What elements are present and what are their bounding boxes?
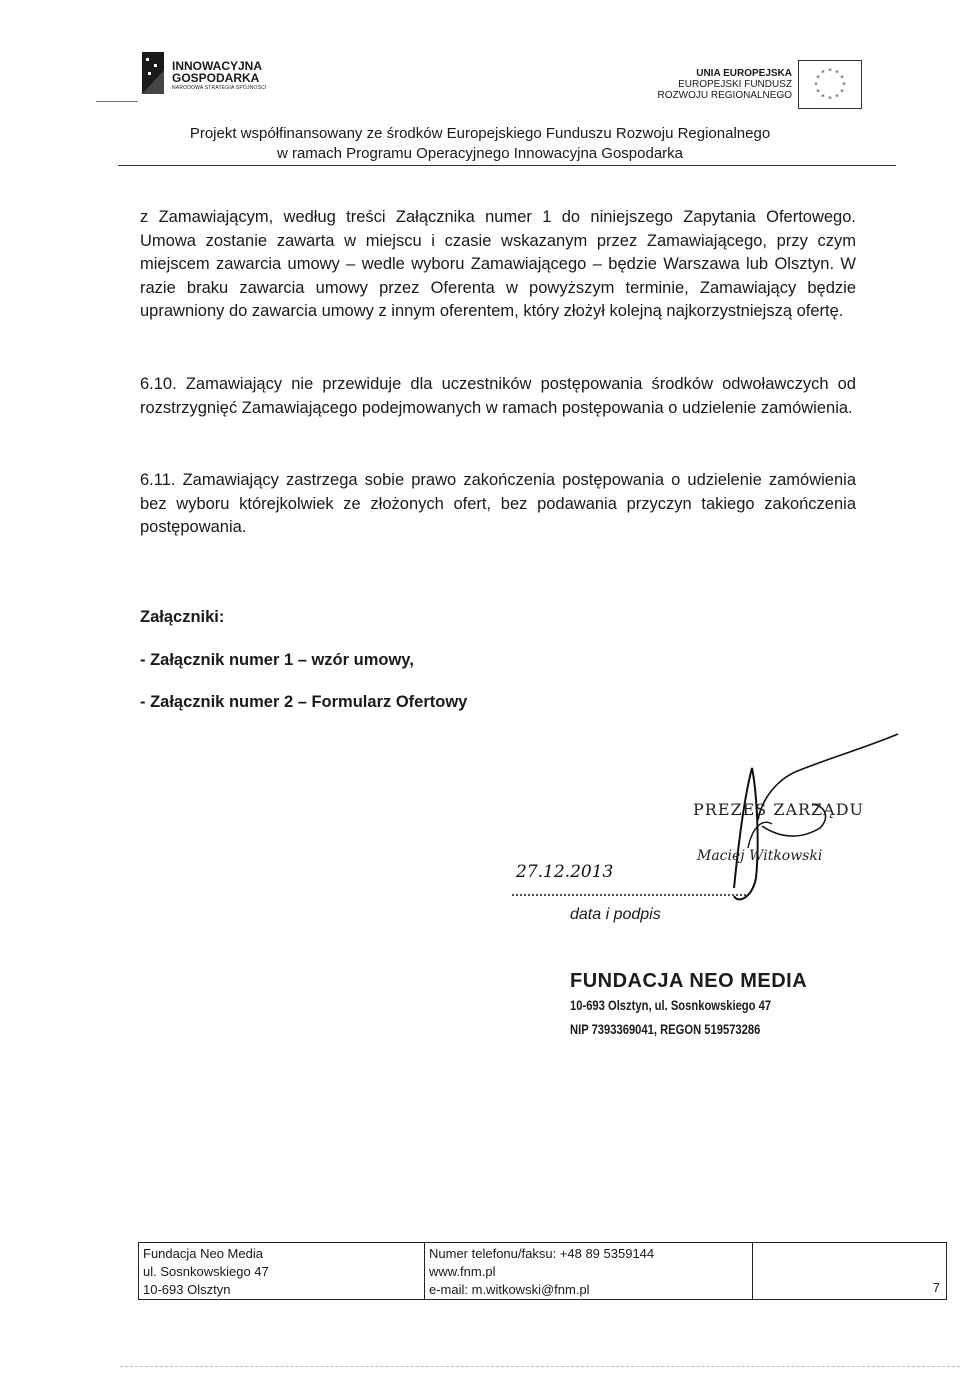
eu-label xyxy=(658,68,792,101)
footer-website: www.fnm.pl xyxy=(429,1264,496,1279)
header-rule-left xyxy=(96,101,138,102)
bottom-rule xyxy=(120,1366,960,1367)
attachment-item-2: - Załącznik numer 2 – Formularz Ofertowy xyxy=(140,693,468,711)
eu-line-2: EUROPEJSKI FUNDUSZ xyxy=(678,79,792,90)
logo-line-3: NARODOWA STRATEGIA SPÓJNOŚCI xyxy=(172,85,267,91)
eu-line-3: ROZWOJU REGIONALNEGO xyxy=(657,90,792,101)
header-rule xyxy=(118,165,896,166)
eu-line-1: UNIA EUROPEJSKA xyxy=(696,68,792,79)
svg-text:*: * xyxy=(835,93,839,101)
svg-text:*: * xyxy=(816,74,820,82)
footer-table xyxy=(138,1242,947,1300)
handwritten-date: 27.12.2013 xyxy=(516,862,614,882)
paragraph-6-11: 6.11. Zamawiający zastrzega sobie prawo zakończenia postępowania o udzielenie zamówienia bez wyboru którejkolwiek ze złożonych ofert, bez podawania przyczyn takiego zakończenia postępowania. xyxy=(140,471,856,537)
attachments-title: Załączniki: xyxy=(140,608,225,626)
svg-text:*: * xyxy=(835,69,839,77)
org-address: 10-693 Olsztyn, ul. Sosnkowskiego 47 xyxy=(570,997,772,1013)
svg-text:*: * xyxy=(828,95,832,103)
svg-text:*: * xyxy=(842,81,846,89)
stamp-name: Maciej Witkowski xyxy=(697,848,823,864)
flag-icon xyxy=(140,50,166,96)
project-line-1: Projekt współfinansowany ze środków Europejskiego Funduszu Rozwoju Regionalnego xyxy=(189,125,771,142)
org-name: FUNDACJA NEO MEDIA xyxy=(570,970,808,992)
svg-text:*: * xyxy=(840,88,844,96)
footer-city: 10-693 Olsztyn xyxy=(143,1282,231,1297)
paragraph-6-10: 6.10. Zamawiający nie przewiduje dla uczestników postępowania środków odwoławczych od rozstrzygnięć Zamawiającego podejmowanych w ramach postępowania o udzielenie zamówienia. xyxy=(140,375,856,417)
logo-line-2: GOSPODARKA xyxy=(172,71,260,85)
footer-contact-cell xyxy=(424,1242,753,1300)
project-line-2: w ramach Programu Operacyjnego Innowacyjna Gospodarka xyxy=(276,145,684,162)
footer-address-cell xyxy=(138,1242,425,1300)
footer-phone: Numer telefonu/faksu: +48 89 5359144 xyxy=(429,1246,655,1261)
svg-text:*: * xyxy=(828,67,832,75)
svg-text:*: * xyxy=(821,93,825,101)
organization-stamp xyxy=(570,970,821,1041)
footer-org: Fundacja Neo Media xyxy=(143,1246,263,1261)
footer-street: ul. Sosnkowskiego 47 xyxy=(143,1264,269,1279)
eu-flag-icon xyxy=(798,60,862,109)
svg-text:*: * xyxy=(816,88,820,96)
handwritten-signature xyxy=(500,728,910,918)
svg-text:*: * xyxy=(840,74,844,82)
footer-email: e-mail: m.witkowski@fnm.pl xyxy=(429,1282,590,1297)
stamp-title: PREZES ZARZĄDU xyxy=(693,800,865,819)
logo-line-1: INNOWACYJNA xyxy=(172,59,263,73)
svg-text:*: * xyxy=(814,81,818,89)
page-number: 7 xyxy=(932,1280,940,1295)
paragraph-1: z Zamawiającym, według treści Załącznika numer 1 do niniejszego Zapytania Ofertowego. Umowa zostanie zawarta w miejscu i czasie wskazanym przez Zamawiającego, przy czym miejscem zawarcia umowy – wedle wyboru Zamawiającego – będzie Warszawa lub Olsztyn. W razie braku zawarcia umowy przez Oferenta w powyższym terminie, Zamawiający będzie uprawniony do zawarcia umowy z innym oferentem, który złożył kolejną najkorzystniejszą ofertę. xyxy=(140,208,856,321)
org-ids: NIP 7393369041, REGON 519573286 xyxy=(570,1021,761,1037)
attachment-item-1: - Załącznik numer 1 – wzór umowy, xyxy=(140,651,414,669)
date-dotted-line xyxy=(512,894,746,896)
svg-text:*: * xyxy=(821,69,825,77)
date-caption: data i podpis xyxy=(570,906,661,923)
footer-page-cell xyxy=(752,1242,947,1300)
innowacyjna-gospodarka-logo xyxy=(140,48,340,98)
